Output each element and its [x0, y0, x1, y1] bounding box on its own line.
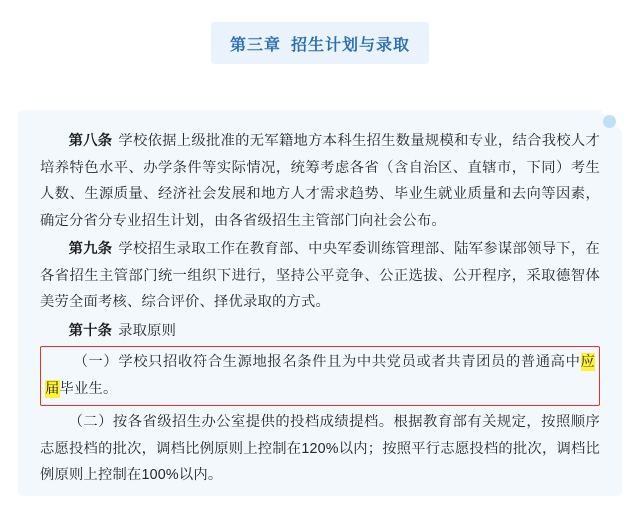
clause-two-prefix: （二） — [68, 414, 113, 430]
article-nine-paragraph — [40, 236, 600, 316]
clause-one-paragraph — [45, 349, 595, 402]
clause-one-text-before: 学校只招收符合生源地报名条件且为中共党员或者共青团员的普通高中 — [118, 354, 581, 370]
article-eight-paragraph — [40, 128, 600, 234]
chapter-heading-text — [211, 22, 429, 64]
chapter-number: 第三章 — [229, 36, 281, 54]
chapter-heading — [211, 22, 429, 64]
clause-one-highlight: 应届 — [45, 354, 595, 397]
highlighted-clause-box — [40, 346, 600, 406]
article-ten-text: 录取原则 — [118, 322, 177, 339]
clause-one-text-after: 毕业生。 — [59, 380, 118, 397]
article-nine-label: 第九条 — [68, 241, 113, 257]
clause-two-text: 按各省级招生办公室提供的投档成绩提档。根据教育部有关规定，按照顺序志愿投档的批次，调档比例原则上控制在120%以内；按照平行志愿投档的批次，调档比例原则上控制在100%以内。 — [40, 414, 600, 483]
chapter-title: 招生计划与录取 — [291, 36, 411, 54]
content-card — [18, 110, 622, 496]
article-nine-text: 学校招生录取工作在教育部、中央军委训练管理部、陆军参谋部领导下，在各省招生主管部门统一组织下进行，坚持公平竞争、公正选拔、公开程序，采取德智体美劳全面考核、综合评价、择优录取的方式。 — [40, 241, 600, 310]
article-ten-paragraph — [40, 318, 600, 345]
clause-one-prefix: （一） — [73, 354, 119, 370]
clause-two-paragraph — [40, 409, 600, 489]
article-ten-label: 第十条 — [68, 322, 113, 339]
content-body — [18, 110, 622, 496]
article-eight-text: 学校依据上级批准的无军籍地方本科生招生数量规模和专业，结合我校人才培养特色水平、办学条件等实际情况，统筹考虑各省（含自治区、直辖市，下同）考生人数、生源质量、经济社会发展和地方人才需求趋势、毕业生就业质量和去向等因素，确定分省分专业招生计划，由各省级招生主管部门向社会公布。 — [40, 133, 600, 229]
article-eight-label: 第八条 — [68, 133, 113, 149]
